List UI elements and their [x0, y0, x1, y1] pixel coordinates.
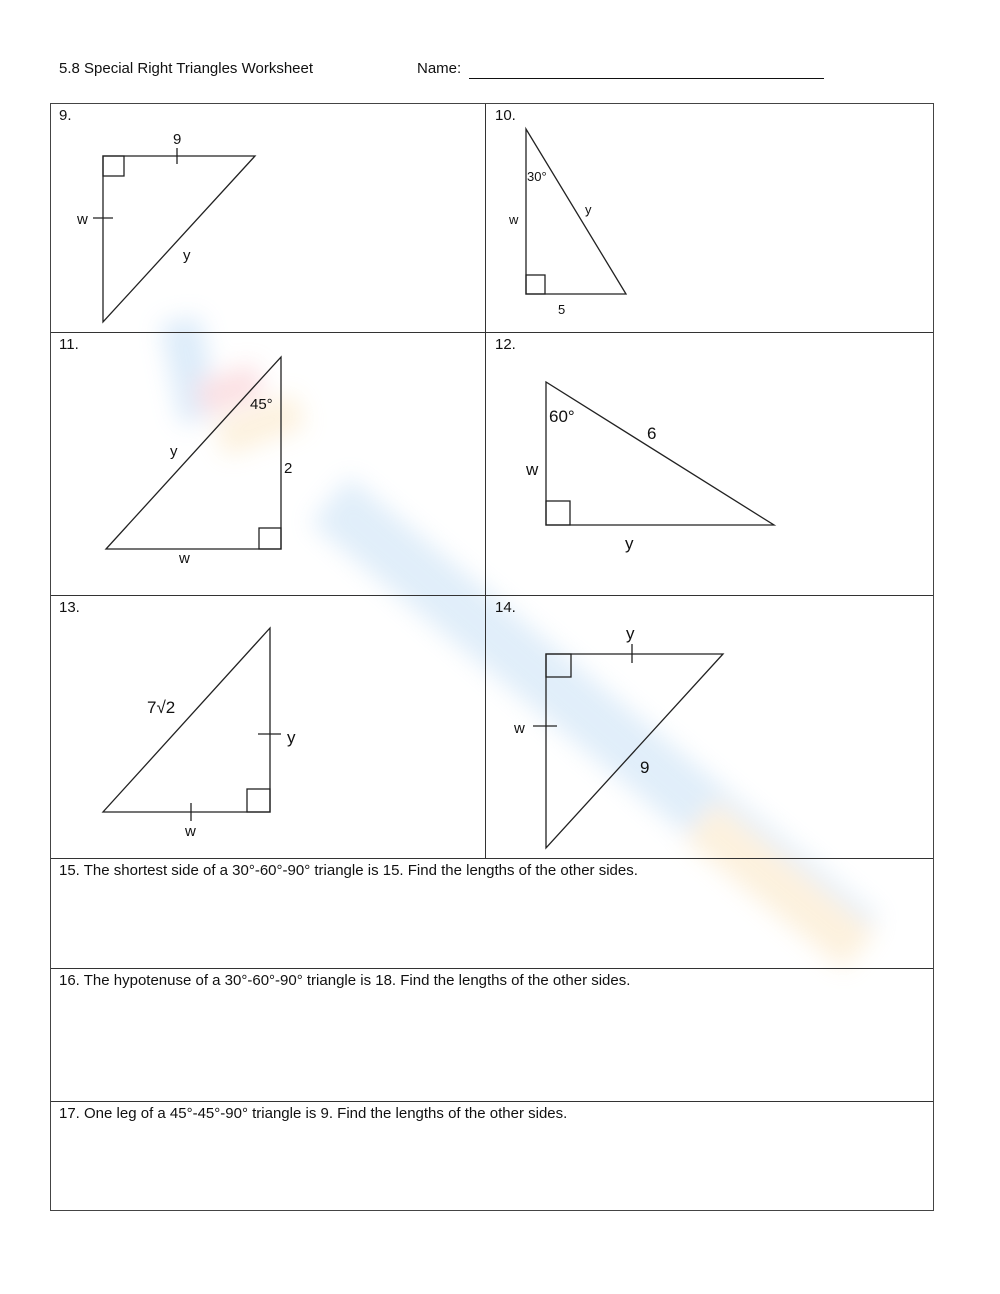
label-11-angle: 45°	[250, 396, 273, 413]
problem-number-13: 13.	[59, 599, 80, 616]
label-13-bottom: w	[185, 823, 196, 840]
label-9-left: w	[77, 211, 88, 228]
label-9-top: 9	[173, 131, 182, 148]
label-12-angle: 60°	[549, 407, 575, 426]
word-problem-15: 15. The shortest side of a 30°-60°-90° triangle is 15. Find the lengths of the other sides.	[59, 862, 638, 879]
label-10-hyp: y	[585, 202, 592, 217]
label-14-top: y	[626, 624, 635, 643]
label-13-right: y	[287, 728, 296, 747]
problem-number-12: 12.	[495, 336, 516, 353]
label-10-bottom: 5	[558, 302, 566, 317]
label-11-bottom: w	[179, 550, 190, 567]
triangle-9	[93, 148, 255, 322]
label-10-angle: 30°	[527, 169, 547, 184]
triangle-13	[103, 628, 281, 821]
problem-number-11: 11.	[59, 336, 79, 353]
problem-number-14: 14.	[495, 599, 516, 616]
problem-number-9: 9.	[59, 107, 72, 124]
label-12-left: w	[526, 460, 539, 479]
label-12-bottom: y	[625, 534, 634, 553]
label-12-hyp: 6	[647, 424, 657, 443]
label-13-hyp: 7√2	[147, 698, 176, 717]
word-problem-16: 16. The hypotenuse of a 30°-60°-90° triangle is 18. Find the lengths of the other sides.	[59, 972, 631, 989]
triangle-11	[106, 357, 281, 549]
worksheet-title: 5.8 Special Right Triangles Worksheet	[59, 60, 314, 77]
triangle-10	[526, 129, 626, 294]
label-11-right: 2	[284, 460, 293, 477]
label-10-left: w	[509, 212, 519, 227]
problem-number-10: 10.	[495, 107, 516, 124]
label-14-left: w	[514, 720, 525, 737]
triangle-14	[533, 644, 723, 848]
label-11-hyp: y	[170, 443, 178, 460]
word-problem-17: 17. One leg of a 45°-45°-90° triangle is 9. Find the lengths of the other sides.	[59, 1105, 568, 1122]
name-label: Name:	[417, 60, 462, 77]
label-9-hyp: y	[183, 247, 191, 264]
label-14-hyp: 9	[640, 758, 650, 777]
triangle-12	[546, 382, 774, 525]
